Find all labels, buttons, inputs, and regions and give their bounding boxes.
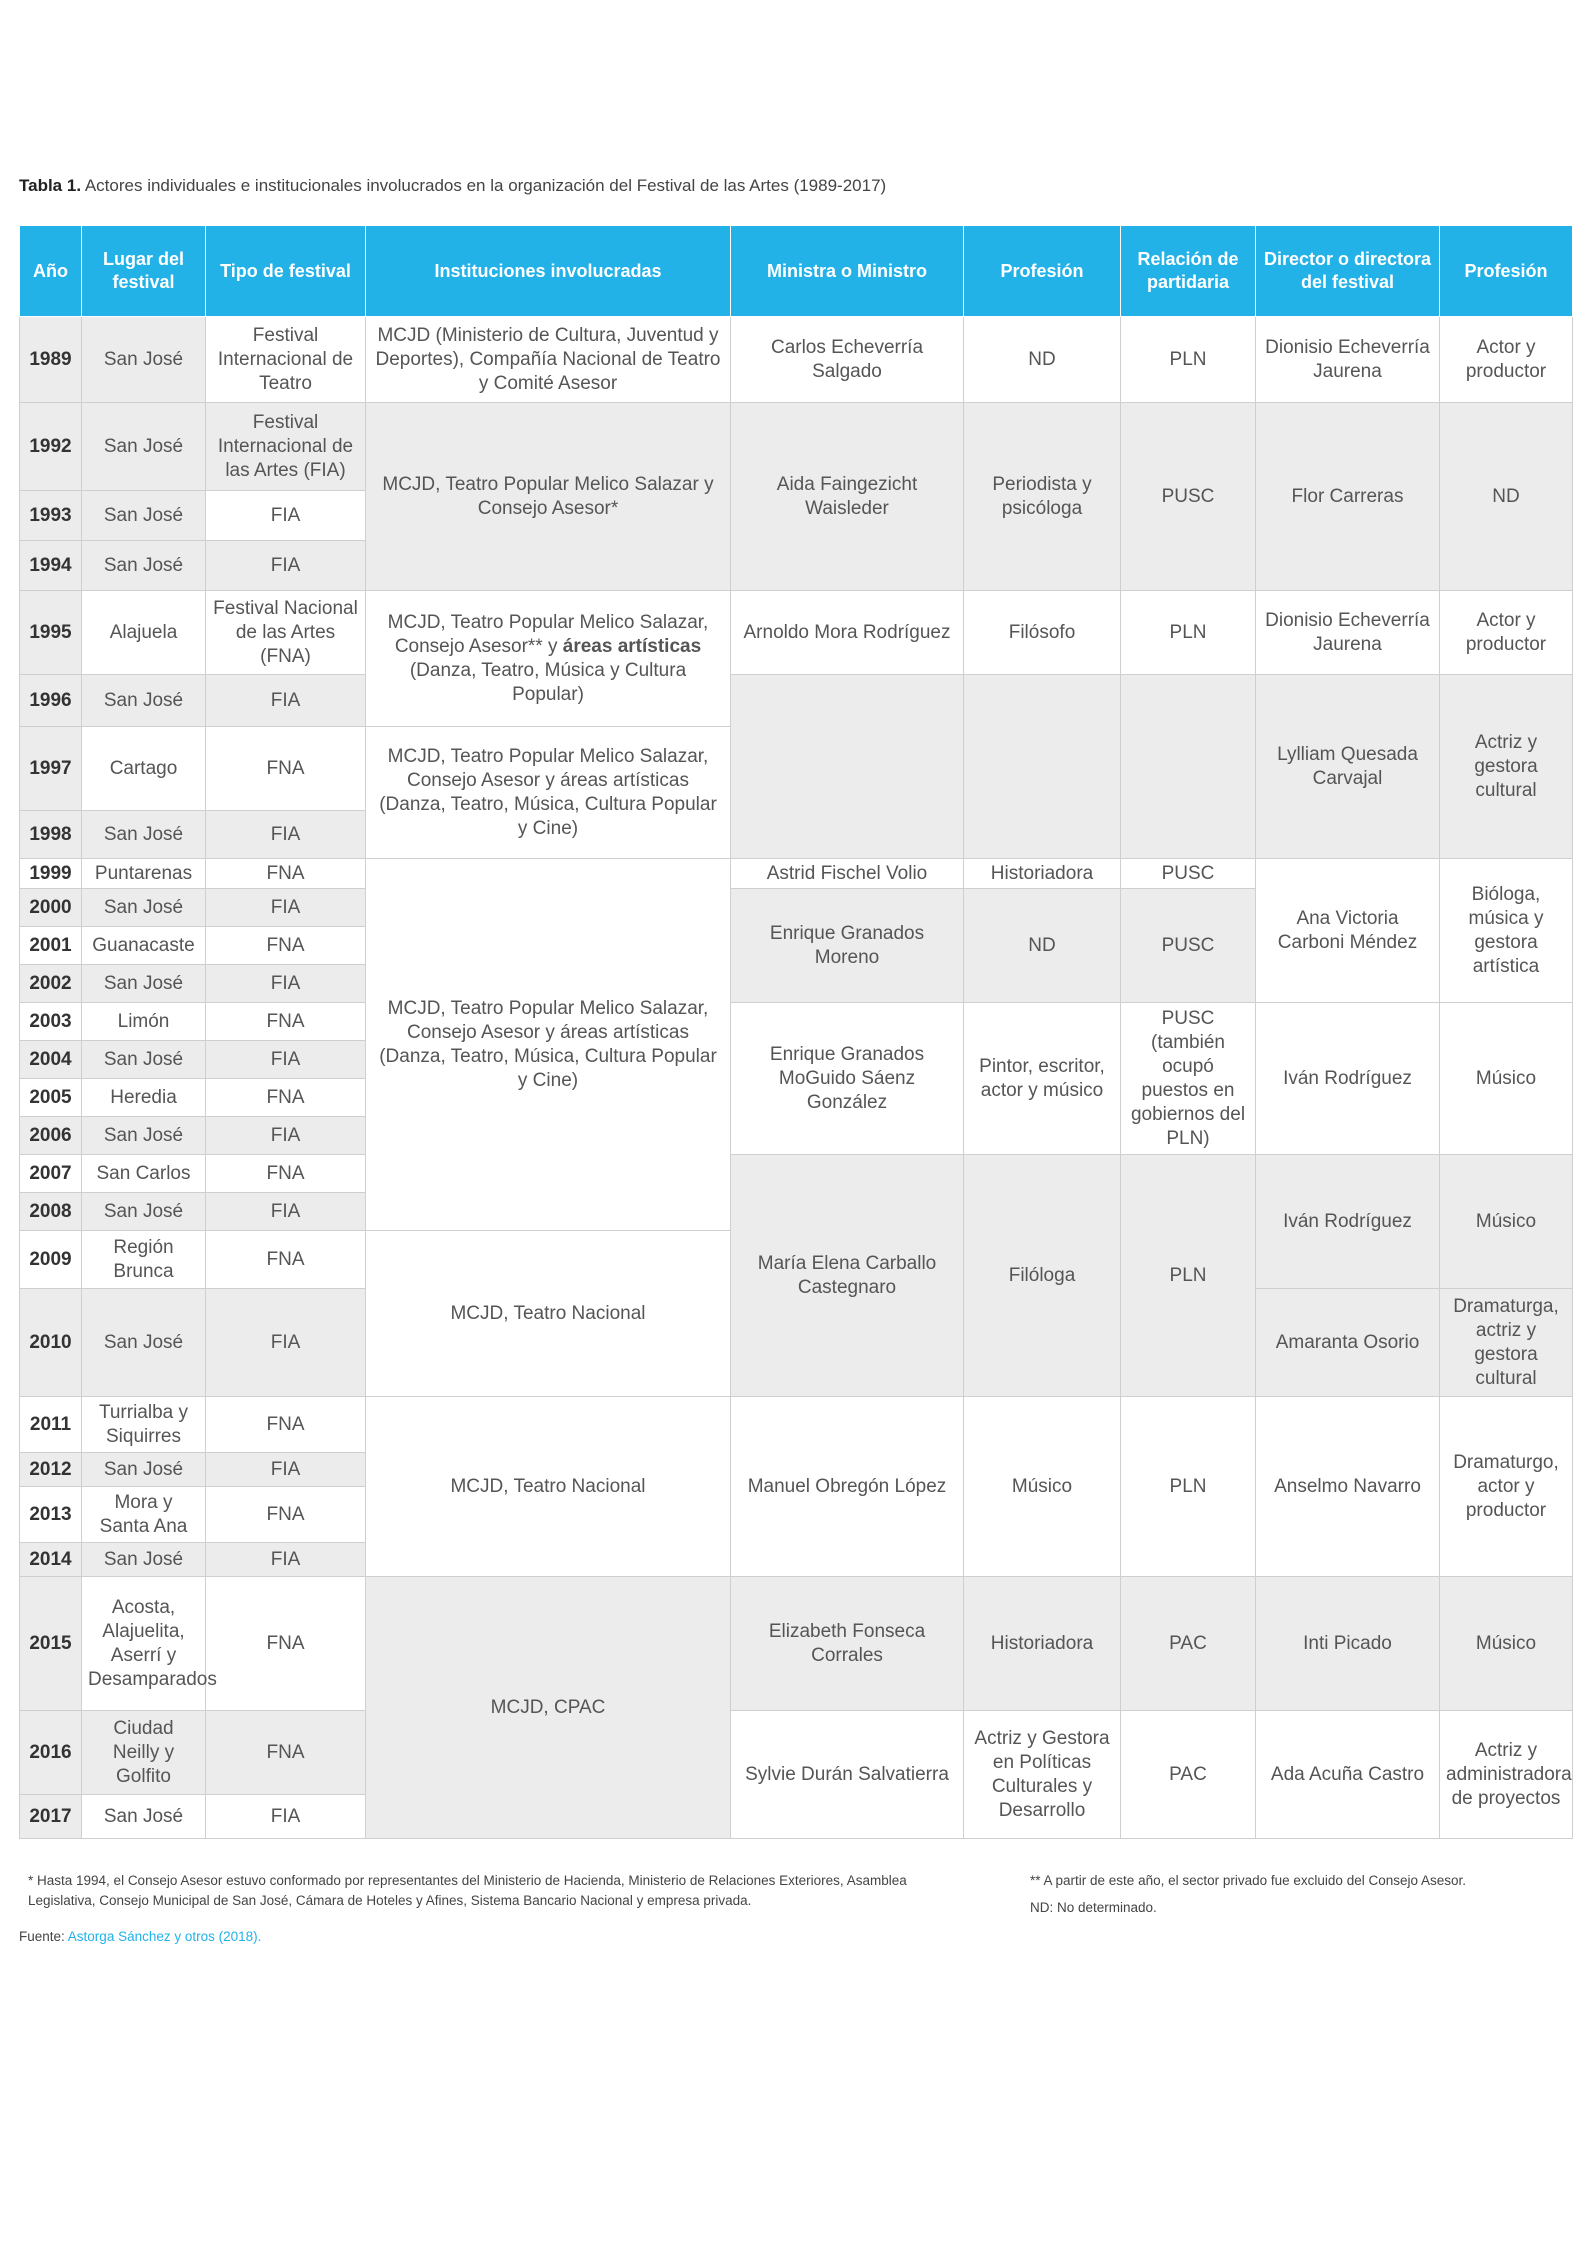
cell-institutions: MCJD, Teatro Nacional [366,1397,731,1577]
cell-director: Amaranta Osorio [1256,1289,1440,1397]
cell-minister: Enrique Granados Moreno [731,889,964,1003]
col-header-year: Año [20,226,82,317]
cell-type: Festival Internacional de las Artes (FIA) [206,403,366,491]
cell-place: Alajuela [82,591,206,675]
table-caption-label: Tabla 1. [19,176,82,195]
col-header-director-profession: Profesión [1440,226,1573,317]
cell-type: FIA [206,1289,366,1397]
cell-type: FNA [206,1487,366,1543]
cell-minister: Sylvie Durán Salvatierra [731,1711,964,1839]
cell-type: FIA [206,1453,366,1487]
col-header-institutions: Instituciones involucradas [366,226,731,317]
col-header-place: Lugar del festival [82,226,206,317]
cell-year: 1997 [20,727,82,811]
cell-year: 1992 [20,403,82,491]
cell-year: 2003 [20,1003,82,1041]
cell-type: FNA [206,1397,366,1453]
cell-director-profession: Actor y productor [1440,591,1573,675]
cell-type: FIA [206,889,366,927]
cell-institutions: MCJD, Teatro Popular Melico Salazar, Consejo Asesor y áreas artísticas (Danza, Teatro, Música, Cultura Popular y Cine) [366,727,731,859]
cell-party: PUSC [1121,403,1256,591]
cell-place: San José [82,317,206,403]
cell-year: 2015 [20,1577,82,1711]
cell-year: 2006 [20,1117,82,1155]
cell-director: Dionisio Echeverría Jaurena [1256,591,1440,675]
cell-director-profession: Dramaturga, actriz y gestora cultural [1440,1289,1573,1397]
cell-director: Dionisio Echeverría Jaurena [1256,317,1440,403]
cell-type: FNA [206,859,366,889]
cell-minister-profession: Actriz y Gestora en Políticas Culturales y Desarrollo [964,1711,1121,1839]
cell-director-profession: Dramaturgo, actor y productor [1440,1397,1573,1577]
cell-place: San José [82,1193,206,1231]
cell-minister: Astrid Fischel Volio [731,859,964,889]
cell-minister-profession-empty [964,675,1121,859]
cell-institutions: MCJD, Teatro Popular Melico Salazar, Consejo Asesor y áreas artísticas (Danza, Teatro, Música, Cultura Popular y Cine) [366,859,731,1231]
cell-type: Festival Nacional de las Artes (FNA) [206,591,366,675]
cell-type: FIA [206,811,366,859]
cell-type: FNA [206,1003,366,1041]
table-row [20,1155,1573,1193]
cell-minister: Enrique Granados MoGuido Sáenz González [731,1003,964,1155]
cell-place: Heredia [82,1079,206,1117]
cell-year: 1994 [20,541,82,591]
cell-type: FIA [206,541,366,591]
cell-place: Mora y Santa Ana [82,1487,206,1543]
cell-institutions [366,591,731,727]
cell-year: 2000 [20,889,82,927]
cell-place: Turrialba y Siquirres [82,1397,206,1453]
cell-director: Ada Acuña Castro [1256,1711,1440,1839]
table-row [20,675,1573,727]
cell-year: 2004 [20,1041,82,1079]
cell-minister: María Elena Carballo Castegnaro [731,1155,964,1397]
cell-party: PUSC [1121,889,1256,1003]
table-caption [19,176,886,196]
source-label: Fuente: [19,1929,65,1944]
cell-place: San José [82,1041,206,1079]
cell-year: 1995 [20,591,82,675]
cell-party-empty [1121,675,1256,859]
table-row [20,1577,1573,1711]
cell-year: 2008 [20,1193,82,1231]
col-header-type: Tipo de festival [206,226,366,317]
cell-institutions: MCJD (Ministerio de Cultura, Juventud y Deportes), Compañía Nacional de Teatro y Comité Asesor [366,317,731,403]
cell-director-profession: Actriz y administradora de proyectos [1440,1711,1573,1839]
cell-year: 2005 [20,1079,82,1117]
cell-minister-profession: Filósofo [964,591,1121,675]
cell-party: PLN [1121,591,1256,675]
cell-year: 1993 [20,491,82,541]
cell-year: 2016 [20,1711,82,1795]
cell-type: FNA [206,1155,366,1193]
cell-party: PUSC (también ocupó puestos en gobiernos del PLN) [1121,1003,1256,1155]
cell-minister-profession: Músico [964,1397,1121,1577]
cell-place: San José [82,1289,206,1397]
cell-year: 2017 [20,1795,82,1839]
festival-table [19,225,1573,1839]
cell-minister-profession: ND [964,889,1121,1003]
cell-year: 2012 [20,1453,82,1487]
cell-party: PLN [1121,1397,1256,1577]
cell-year: 1989 [20,317,82,403]
table-row [20,317,1573,403]
cell-minister-profession: Historiadora [964,859,1121,889]
cell-place: San José [82,1795,206,1839]
institutions-text: (Danza, Teatro, Música y Cultura Popular) [409,659,687,705]
cell-place: San Carlos [82,1155,206,1193]
cell-place: Guanacaste [82,927,206,965]
cell-year: 2009 [20,1231,82,1289]
cell-place: San José [82,403,206,491]
cell-director: Inti Picado [1256,1577,1440,1711]
source-link[interactable]: Astorga Sánchez y otros (2018). [67,1929,262,1944]
cell-minister-profession: Periodista y psicóloga [964,403,1121,591]
table-row [20,859,1573,889]
cell-institutions: MCJD, CPAC [366,1577,731,1839]
cell-place: San José [82,1543,206,1577]
cell-place: Ciudad Neilly y Golfito [82,1711,206,1795]
cell-type: Festival Internacional de Teatro [206,317,366,403]
table-caption-text: Actores individuales e institucionales involucrados en la organización del Festival de las Artes (1989-2017) [84,176,887,195]
cell-minister: Arnoldo Mora Rodríguez [731,591,964,675]
table-row [20,403,1573,491]
footnote-nd: ND: No determinado. [1030,1900,1157,1915]
footnote-advisory-council: * Hasta 1994, el Consejo Asesor estuvo conformado por representantes del Ministerio de Hacienda, Ministerio de Relaciones Exteriores, Asamblea Legislativa, Consejo Municipal de San José, Cámara de Hoteles y Afines, Sistema Bancario Nacional y empresa privada. [28,1873,907,1908]
cell-director: Flor Carreras [1256,403,1440,591]
cell-place: San José [82,1117,206,1155]
cell-party: PLN [1121,1155,1256,1397]
cell-year: 2007 [20,1155,82,1193]
cell-director: Lylliam Quesada Carvajal [1256,675,1440,859]
col-header-minister: Ministra o Ministro [731,226,964,317]
cell-place: San José [82,811,206,859]
institutions-bold-text: áreas artísticas [562,635,702,657]
cell-place: Acosta, Alajuelita, Aserrí y Desamparados [82,1577,206,1711]
cell-minister-empty [731,675,964,859]
cell-director-profession: Bióloga, música y gestora artística [1440,859,1573,1003]
cell-type: FIA [206,1193,366,1231]
cell-year: 2014 [20,1543,82,1577]
cell-party: PAC [1121,1711,1256,1839]
cell-year: 1998 [20,811,82,859]
cell-type: FNA [206,927,366,965]
cell-minister-profession: Filóloga [964,1155,1121,1397]
footnote-private-sector-text: ** A partir de este año, el sector privado fue excluido del Consejo Asesor. [1030,1873,1467,1888]
cell-minister: Carlos Echeverría Salgado [731,317,964,403]
cell-party: PUSC [1121,859,1256,889]
cell-type: FIA [206,491,366,541]
cell-place: San José [82,491,206,541]
cell-party: PLN [1121,317,1256,403]
table-row [20,1711,1573,1795]
cell-type: FNA [206,1231,366,1289]
cell-director-profession: ND [1440,403,1573,591]
cell-director-profession: Músico [1440,1003,1573,1155]
cell-place: San José [82,965,206,1003]
cell-year: 1999 [20,859,82,889]
cell-type: FNA [206,727,366,811]
cell-director-profession: Músico [1440,1155,1573,1289]
cell-year: 2002 [20,965,82,1003]
institutions-text: MCJD, Teatro Popular Melico Salazar, Consejo Asesor** y [387,611,709,657]
cell-year: 1996 [20,675,82,727]
cell-type: FNA [206,1079,366,1117]
cell-director: Iván Rodríguez [1256,1155,1440,1289]
cell-year: 2013 [20,1487,82,1543]
cell-type: FIA [206,1543,366,1577]
cell-place: Puntarenas [82,859,206,889]
cell-year: 2001 [20,927,82,965]
col-header-party: Relación de partidaria [1121,226,1256,317]
cell-type: FNA [206,1711,366,1795]
cell-institutions: MCJD, Teatro Nacional [366,1231,731,1397]
cell-director-profession: Actriz y gestora cultural [1440,675,1573,859]
cell-director: Iván Rodríguez [1256,1003,1440,1155]
cell-minister: Manuel Obregón López [731,1397,964,1577]
header-row [20,226,1573,317]
cell-director-profession: Actor y productor [1440,317,1573,403]
cell-place: San José [82,889,206,927]
cell-type: FIA [206,965,366,1003]
cell-year: 2011 [20,1397,82,1453]
footnote-private-sector [1030,1871,1570,1918]
cell-type: FIA [206,1041,366,1079]
table-row [20,1397,1573,1453]
cell-minister-profession: ND [964,317,1121,403]
cell-minister: Aida Faingezicht Waisleder [731,403,964,591]
cell-director: Ana Victoria Carboni Méndez [1256,859,1440,1003]
cell-place: San José [82,1453,206,1487]
cell-place: San José [82,675,206,727]
cell-year: 2010 [20,1289,82,1397]
cell-place: Región Brunca [82,1231,206,1289]
cell-minister-profession: Pintor, escritor, actor y músico [964,1003,1121,1155]
table-row [20,1003,1573,1041]
cell-party: PAC [1121,1577,1256,1711]
col-header-director: Director o directora del festival [1256,226,1440,317]
cell-type: FNA [206,1577,366,1711]
cell-director: Anselmo Navarro [1256,1397,1440,1577]
cell-place: Cartago [82,727,206,811]
cell-type: FIA [206,1795,366,1839]
cell-place: Limón [82,1003,206,1041]
cell-type: FIA [206,1117,366,1155]
table-row [20,591,1573,675]
source-note [19,1927,261,1947]
cell-type: FIA [206,675,366,727]
cell-institutions: MCJD, Teatro Popular Melico Salazar y Consejo Asesor* [366,403,731,591]
cell-minister-profession: Historiadora [964,1577,1121,1711]
cell-director-profession: Músico [1440,1577,1573,1711]
cell-place: San José [82,541,206,591]
cell-minister: Elizabeth Fonseca Corrales [731,1577,964,1711]
col-header-minister-profession: Profesión [964,226,1121,317]
